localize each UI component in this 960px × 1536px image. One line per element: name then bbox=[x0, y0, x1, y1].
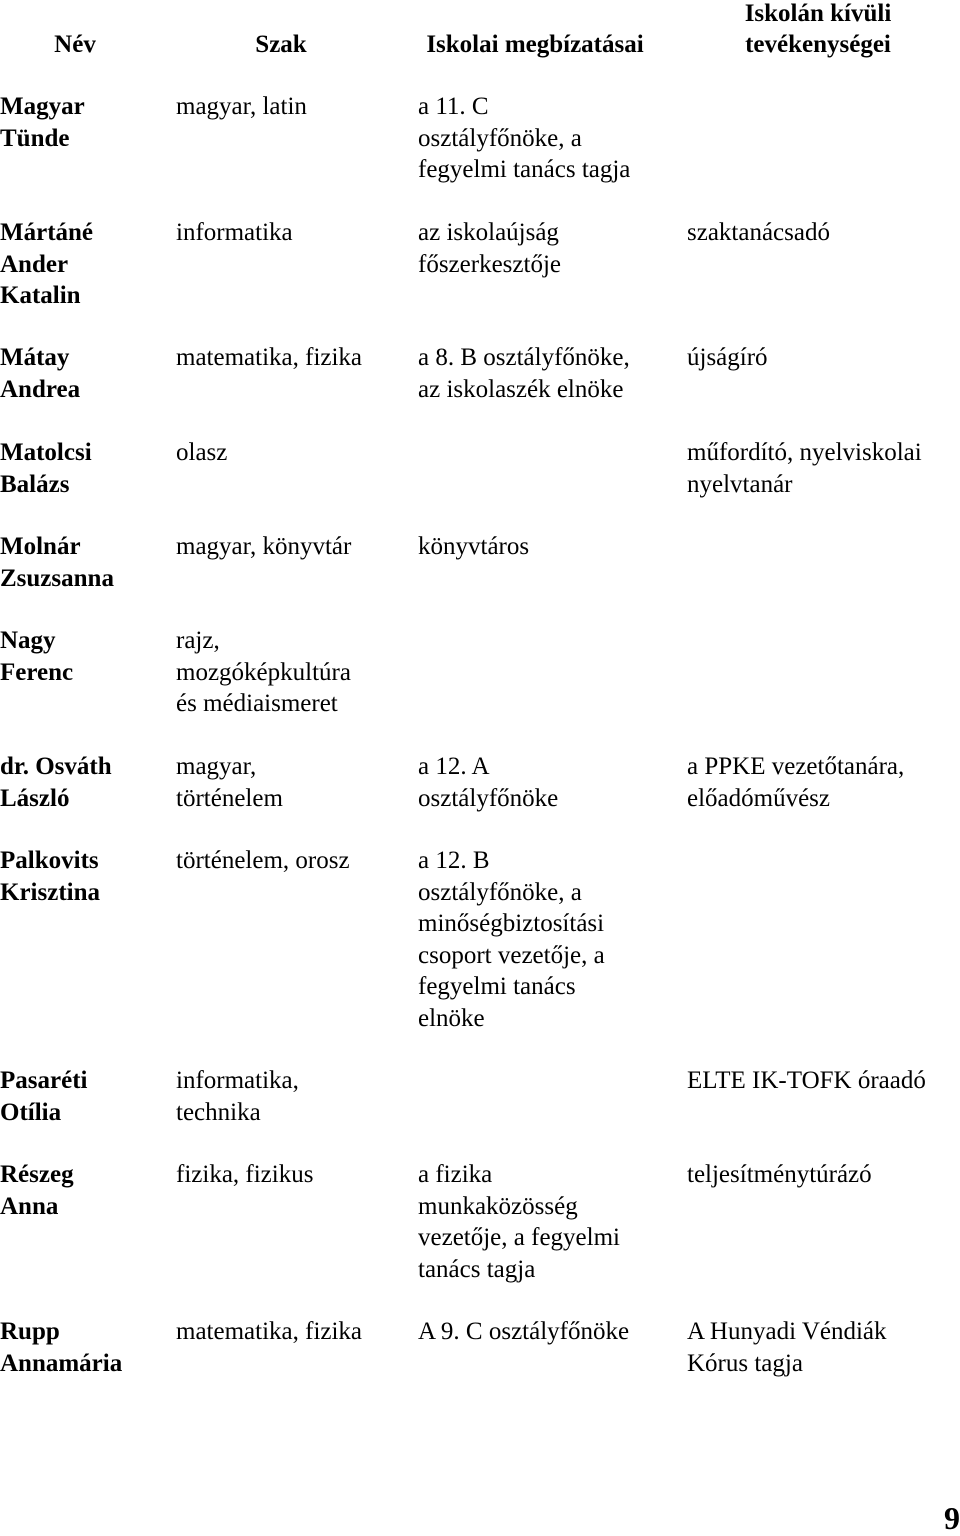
teacher-major: rajz, mozgóképkultúra és médiaismeret bbox=[176, 627, 351, 717]
teacher-school-duties: a 12. B osztályfőnöke, a minőségbiztosítási csoport vezetője, a fegyelmi tanács elnöke bbox=[418, 847, 605, 1032]
teacher-major: informatika bbox=[176, 219, 293, 246]
teacher-external-activities: műfordító, nyelviskolai nyelvtanár bbox=[687, 439, 922, 498]
teacher-name: dr. Osváth László bbox=[0, 753, 112, 812]
teacher-school-duties: a 11. C osztályfőnöke, a fegyelmi tanács tagja bbox=[418, 93, 631, 183]
teacher-name: Palkovits Krisztina bbox=[0, 847, 100, 906]
teacher-major: informatika, technika bbox=[176, 1067, 299, 1126]
header-major: Szak bbox=[255, 31, 307, 58]
teacher-major: fizika, fizikus bbox=[176, 1161, 314, 1188]
teacher-external-activities: a PPKE vezetőtanára, előadóművész bbox=[687, 753, 905, 812]
teacher-major: olasz bbox=[176, 439, 228, 466]
teacher-school-duties: A 9. C osztályfőnöke bbox=[418, 1318, 630, 1345]
teacher-external-activities: teljesítménytúrázó bbox=[687, 1161, 872, 1188]
teacher-major: matematika, fizika bbox=[176, 1318, 363, 1345]
teacher-external-activities: szaktanácsadó bbox=[687, 219, 830, 246]
teacher-name: Mátay Andrea bbox=[0, 344, 81, 403]
teacher-name: Mártáné Ander Katalin bbox=[0, 219, 94, 309]
teacher-major: magyar, könyvtár bbox=[176, 533, 352, 560]
teacher-external-activities: ELTE IK-TOFK óraadó bbox=[687, 1067, 926, 1094]
teacher-external-activities: újságíró bbox=[687, 344, 768, 371]
teacher-major: matematika, fizika bbox=[176, 344, 363, 371]
teacher-name: Rupp Annamária bbox=[0, 1318, 123, 1377]
header-external-activities: Iskolán kívüli tevékenységei bbox=[744, 0, 892, 58]
teacher-major: magyar, latin bbox=[176, 93, 307, 120]
teacher-external-activities: A Hunyadi Véndiák Kórus tagja bbox=[687, 1318, 887, 1377]
teacher-name: Molnár Zsuzsanna bbox=[0, 533, 114, 592]
teacher-school-duties: a 8. B osztályfőnöke, az iskolaszék elnöke bbox=[418, 344, 630, 403]
teacher-name: Matolcsi Balázs bbox=[0, 439, 92, 498]
teacher-major: magyar, történelem bbox=[176, 753, 283, 812]
page-number: 9 bbox=[944, 1500, 960, 1536]
teacher-school-duties: a 12. A osztályfőnöke bbox=[418, 753, 559, 812]
header-school-duties: Iskolai megbízatásai bbox=[426, 31, 644, 58]
teacher-name: Nagy Ferenc bbox=[0, 627, 74, 686]
teacher-major: történelem, orosz bbox=[176, 847, 350, 874]
teacher-school-duties: az iskolaújság főszerkesztője bbox=[418, 219, 561, 278]
teacher-school-duties: a fizika munkaközösség vezetője, a fegyelmi tanács tagja bbox=[418, 1161, 620, 1283]
header-name: Név bbox=[54, 31, 96, 58]
teacher-name: Részeg Anna bbox=[0, 1161, 74, 1220]
teacher-school-duties: könyvtáros bbox=[418, 533, 530, 560]
teacher-name: Magyar Tünde bbox=[0, 93, 85, 152]
teacher-name: Pasaréti Otília bbox=[0, 1067, 88, 1126]
